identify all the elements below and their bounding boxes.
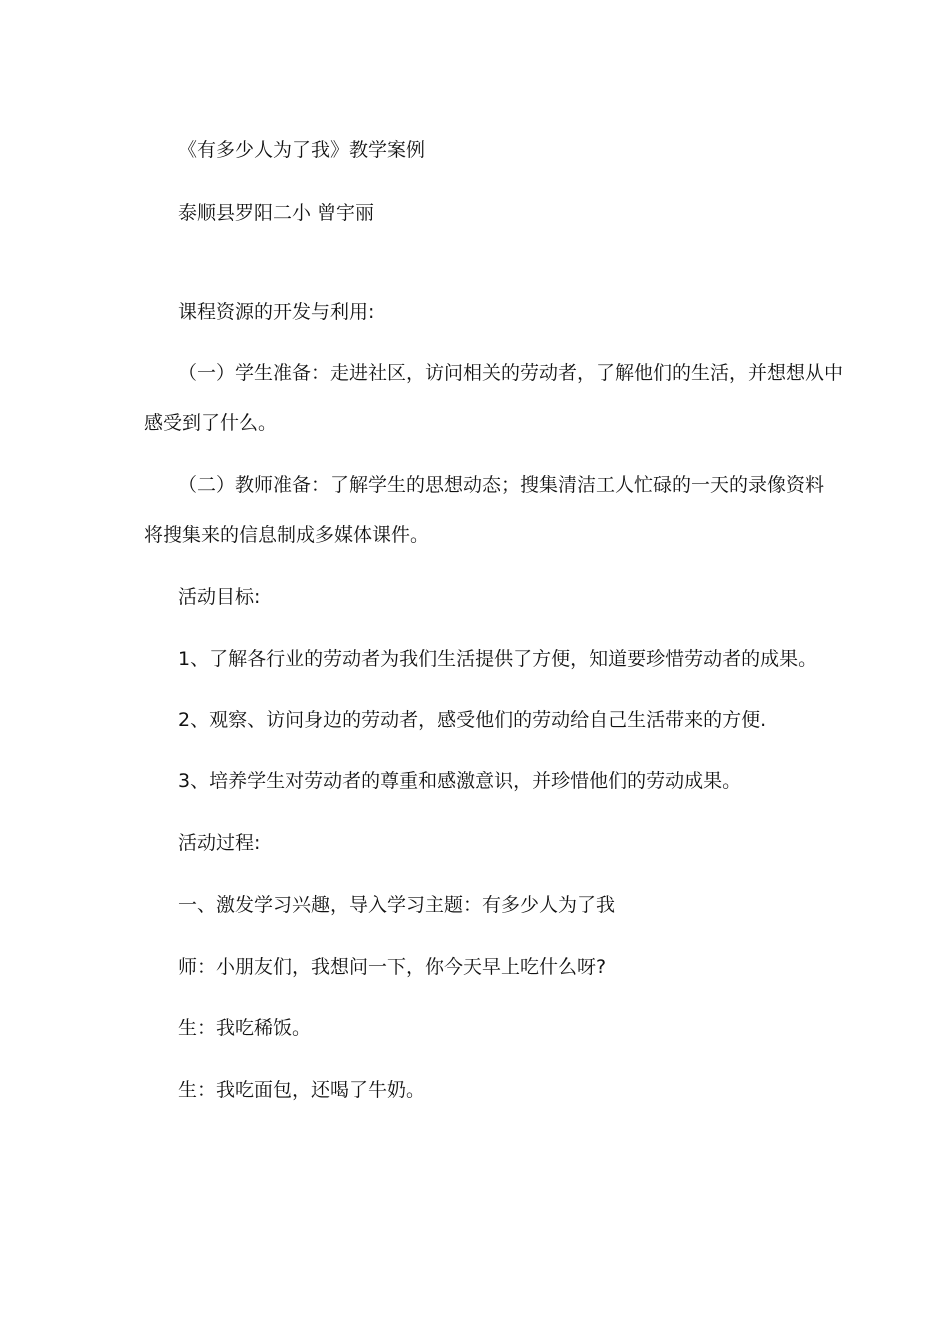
dialogue-line-1: 师：小朋友们，我想问一下，你今天早上吃什么呀? <box>178 956 607 978</box>
goals-heading: 活动目标: <box>178 586 261 608</box>
dialogue-line-3: 生：我吃面包，还喝了牛奶。 <box>178 1079 426 1101</box>
resource-2-line-2: 将搜集来的信息制成多媒体课件。 <box>144 524 430 546</box>
goal-item-2: 2、观察、访问身边的劳动者，感受他们的劳动给自己生活带来的方便. <box>178 709 767 731</box>
resource-1-line-1: （一）学生准备：走进社区，访问相关的劳动者，了解他们的生活，并想想从中 <box>178 362 844 384</box>
process-step-1: 一、激发学习兴趣，导入学习主题：有多少人为了我 <box>178 894 616 916</box>
resource-1-line-2: 感受到了什么。 <box>144 412 278 434</box>
goal-item-1: 1、了解各行业的劳动者为我们生活提供了方便，知道要珍惜劳动者的成果。 <box>178 648 818 670</box>
document-author: 泰顺县罗阳二小 曾宇丽 <box>178 202 375 224</box>
dialogue-line-2: 生：我吃稀饭。 <box>178 1017 312 1039</box>
document-title: 《有多少人为了我》教学案例 <box>178 139 426 161</box>
goal-item-3: 3、培养学生对劳动者的尊重和感激意识，并珍惜他们的劳动成果。 <box>178 770 742 792</box>
process-heading: 活动过程: <box>178 832 261 854</box>
resources-heading: 课程资源的开发与利用: <box>178 301 375 323</box>
resource-2-line-1: （二）教师准备：了解学生的思想动态；搜集清洁工人忙碌的一天的录像资料 <box>178 474 825 496</box>
